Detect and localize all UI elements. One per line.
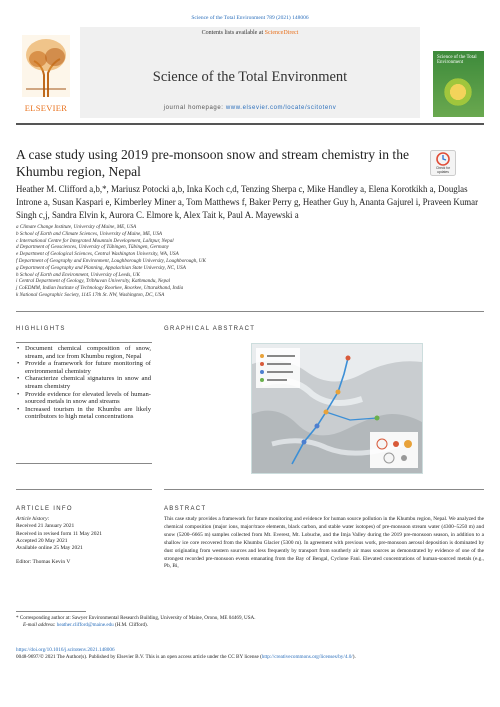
journal-reference[interactable]: Science of the Total Environment 789 (2021) 148006	[191, 15, 309, 21]
doi-link[interactable]: https://doi.org/10.1016/j.scitotenv.2021.148006	[16, 647, 115, 653]
highlight-item: • Provide a framework for future monitoring of environmental chemistry	[25, 360, 151, 375]
accepted-date: Accepted 20 May 2021	[16, 537, 68, 544]
editor: Editor: Thomas Kevin V	[16, 559, 71, 566]
affiliation-divider	[16, 311, 484, 312]
journal-banner	[16, 27, 484, 118]
homepage-link[interactable]: www.elsevier.com/locate/scitotenv	[225, 105, 337, 111]
email-suffix: (H.M. Clifford).	[113, 622, 149, 629]
journal-homepage	[80, 105, 420, 111]
check-updates-line2: updates	[437, 170, 449, 174]
highlight-item: • Characterize chemical signatures in snow and stream chemistry	[25, 375, 151, 390]
highlight-item: • Increased tourism in the Khumbu are likely contributors to high metal concentrations	[25, 406, 151, 421]
author-email-link[interactable]: heather.clifford@maine.edu	[56, 622, 114, 629]
article-history-label: Article history:	[16, 516, 50, 522]
homepage-prefix: journal homepage:	[163, 105, 226, 111]
footnote	[16, 615, 486, 629]
license-suffix: ).	[352, 654, 356, 661]
affiliation-item: f Department of Geography and Environment, Loughborough University, Loughborough, UK	[16, 257, 206, 264]
affiliation-item: j CoEDMM, Indian Institute of Technology Roorkee, Roorkee, Uttarakhand, India	[16, 285, 184, 292]
header-divider	[16, 123, 484, 125]
graphical-abstract-heading: GRAPHICAL ABSTRACT	[164, 326, 256, 332]
revised-date: Received in revised form 11 May 2021	[16, 530, 102, 537]
article-info	[16, 516, 152, 567]
doi-block	[16, 647, 486, 662]
affiliation-item: b School of Earth and Climate Sciences, University of Maine, ME, USA	[16, 230, 162, 237]
license-link[interactable]: http://creativecommons.org/licenses/by/4.0/	[261, 654, 353, 661]
affiliation-item: k National Geographic Society, 1145 17th St. NW, Washington, DC, USA	[16, 291, 165, 298]
abstract-text: This case study provides a framework for future monitoring and evidence for human source pollution in the Khumbu region, Nepal. We analyzed the chemical composition (major ions, major/trace elements, black carbon, and stable water isotopes) of pre-monsoon stream water (4300–5250 m) and snow (5200–6665 m) samples collected from Mt. Everest, Mt. Lobuche, and the Imja Valley during the 2019 pre-monsoon season, in addition to a shallow ice core recovered from the Khumbu Glacier (5300 m). In agreement with previous work, pre-monsoon aerosol deposition is dominated by dust originating from western sources and less frequently by transport from southerly air mass sources as demonstrated by evidence of one of the strongest recorded pre-monsoon events emanating from the Bay of Bengal, Cyclone Fani. Elevated concentrations of human-sourced metals (e.g., Pb, Bi,	[164, 516, 484, 570]
article-title: A case study using 2019 pre-monsoon snow and stream chemistry in the Khumbu region, Nepal	[16, 147, 410, 179]
highlight-item: • Document chemical composition of snow, stream, and ice from Khumbu region, Nepal	[25, 345, 151, 360]
check-for-updates-badge[interactable]	[430, 150, 456, 176]
affiliation-item: i Central Department of Geology, Tribhuvan University, Kathmandu, Nepal	[16, 278, 171, 285]
affiliation-item: c International Centre for Integrated Mountain Development, Lalitpur, Nepal	[16, 237, 174, 244]
khumbu-map-image	[252, 344, 422, 473]
journal-cover[interactable]	[433, 51, 484, 117]
sciencedirect-link[interactable]: ScienceDirect	[264, 30, 299, 36]
check-updates-line1: Check for	[435, 166, 451, 170]
highlights-heading: HIGHLIGHTS	[16, 326, 66, 332]
article-info-divider	[16, 489, 152, 490]
article-info-heading: ARTICLE INFO	[16, 506, 73, 512]
received-date: Received 21 January 2021	[16, 523, 75, 530]
abstract-divider	[164, 489, 484, 490]
cover-illustration	[441, 77, 475, 107]
elsevier-logo[interactable]	[16, 27, 76, 118]
elsevier-tree-icon	[22, 35, 70, 97]
highlights-list	[16, 345, 151, 421]
graphical-abstract-figure[interactable]	[251, 343, 423, 474]
email-label: E-mail address:	[23, 622, 57, 629]
journal-title[interactable]: Science of the Total Environment	[152, 69, 348, 85]
contents-line	[80, 30, 420, 36]
cover-title: Science of the Total Environment	[437, 55, 477, 66]
footnote-divider	[16, 611, 86, 612]
author-list: Heather M. Clifford a,b,*, Mariusz Potocki a,b, Inka Koch c,d, Tenzing Sherpa c, Mike Handley a, Elena Korotkikh a, Douglas Introne a, Susan Kaspari e, Kimberley Miner a, Tom Matthews f, Baker Perry g, Heather Guy h, Ananta Gajurel i, Praveen Kumar Singh c,j, Sandra Elvin k, Aurora C. Elmore k, Alex Tait k, Paul A. Mayewski a	[16, 184, 479, 220]
affiliation-item: a Climate Change Institute, University of Maine, ME, USA	[16, 224, 137, 230]
publisher-name: ELSEVIER	[24, 103, 68, 113]
affiliations	[16, 224, 486, 299]
abstract-heading: ABSTRACT	[164, 506, 207, 512]
affiliation-item: h School of Earth and Environment, University of Leeds, UK	[16, 271, 140, 278]
online-date: Available online 25 May 2021	[16, 545, 83, 552]
affiliation-item: d Department of Geosciences, University of Tübingen, Tübingen, Germany	[16, 244, 169, 251]
license-prefix: 0048-9697/© 2021 The Author(s). Published by Elsevier B.V. This is an open access article under the CC BY license (	[16, 654, 262, 661]
highlight-item: • Provide evidence for elevated levels of human-sourced metals in snow and streams	[25, 391, 151, 406]
banner-center	[80, 27, 420, 118]
affiliation-item: e Department of Geological Sciences, Central Washington University, WA, USA	[16, 251, 179, 258]
corresponding-author: * Corresponding author at: Sawyer Environmental Research Building, University of Maine, Orono, ME 04469, USA.	[16, 615, 256, 621]
highlights-box	[16, 342, 152, 464]
affiliation-item: g Department of Geography and Planning, Appalachian State University, NC, USA	[16, 264, 186, 271]
contents-prefix: Contents lists available at	[201, 30, 265, 36]
